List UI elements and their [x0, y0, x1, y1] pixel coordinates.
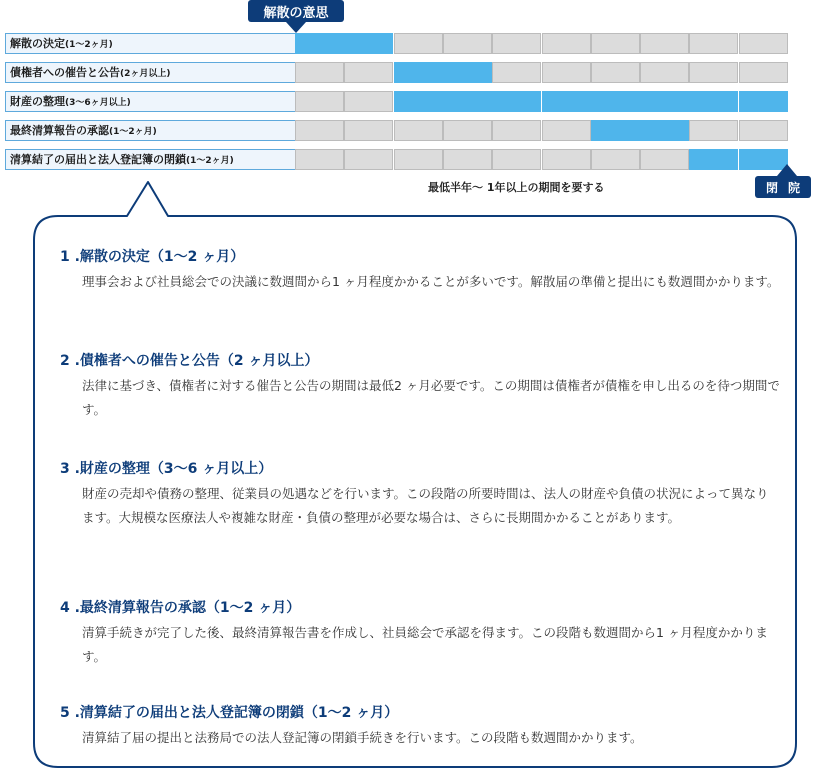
dissolution-intent-marker: 解散の意思	[248, 0, 344, 22]
section-2	[60, 350, 780, 422]
section-body: 財産の売却や債務の整理、従業員の処遇などを行います。この段階の所要時間は、法人の財産や負債の状況によって異なります。大規模な医療法人や複雑な財産・負債の整理が必要な場合は、さらに長期間かかることがあります。	[82, 486, 769, 525]
section-title: 1 .解散の決定（1〜2 ヶ月）	[60, 249, 245, 265]
section-5	[60, 702, 780, 750]
section-title: 3 .財産の整理（3〜6 ヶ月以上）	[60, 461, 273, 477]
section-4	[60, 597, 780, 669]
section-title: 4 .最終清算報告の承認（1〜2 ヶ月）	[60, 600, 301, 616]
section-body: 理事会および社員総会での決議に数週間から1 ヶ月程度かかることが多いです。解散届の準備と提出にも数週間かかります。	[82, 274, 780, 289]
section-body: 法律に基づき、債権者に対する催告と公告の期間は最低2 ヶ月必要です。この期間は債権者が債権を申し出るのを待つ期間です。	[82, 378, 780, 417]
period-caption: 最低半年〜 1年以上の期間を要する	[428, 181, 605, 194]
section-title: 5 .清算結了の届出と法人登記簿の閉鎖（1〜2 ヶ月）	[60, 705, 399, 721]
gantt-row-label: 清算結了の届出と法人登記簿の閉鎖(1〜2ヶ月)	[5, 149, 297, 170]
section-1	[60, 246, 780, 294]
section-body: 清算手続きが完了した後、最終清算報告書を作成し、社員総会で承認を得ます。この段階も数週間から1 ヶ月程度かかります。	[82, 625, 768, 664]
gantt-row-label: 最終清算報告の承認(1〜2ヶ月)	[5, 120, 297, 141]
closure-marker: 閉院	[755, 176, 811, 198]
section-title: 2 .債権者への催告と公告（2 ヶ月以上）	[60, 353, 319, 369]
gantt-row-label: 財産の整理(3〜6ヶ月以上)	[5, 91, 297, 112]
section-3	[60, 458, 780, 530]
section-body: 清算結了届の提出と法務局での法人登記簿の閉鎖手続きを行います。この段階も数週間かかります。	[82, 730, 643, 745]
gantt-row-label: 解散の決定(1〜2ヶ月)	[5, 33, 297, 54]
gantt-row-label: 債権者への催告と公告(2ヶ月以上)	[5, 62, 297, 83]
